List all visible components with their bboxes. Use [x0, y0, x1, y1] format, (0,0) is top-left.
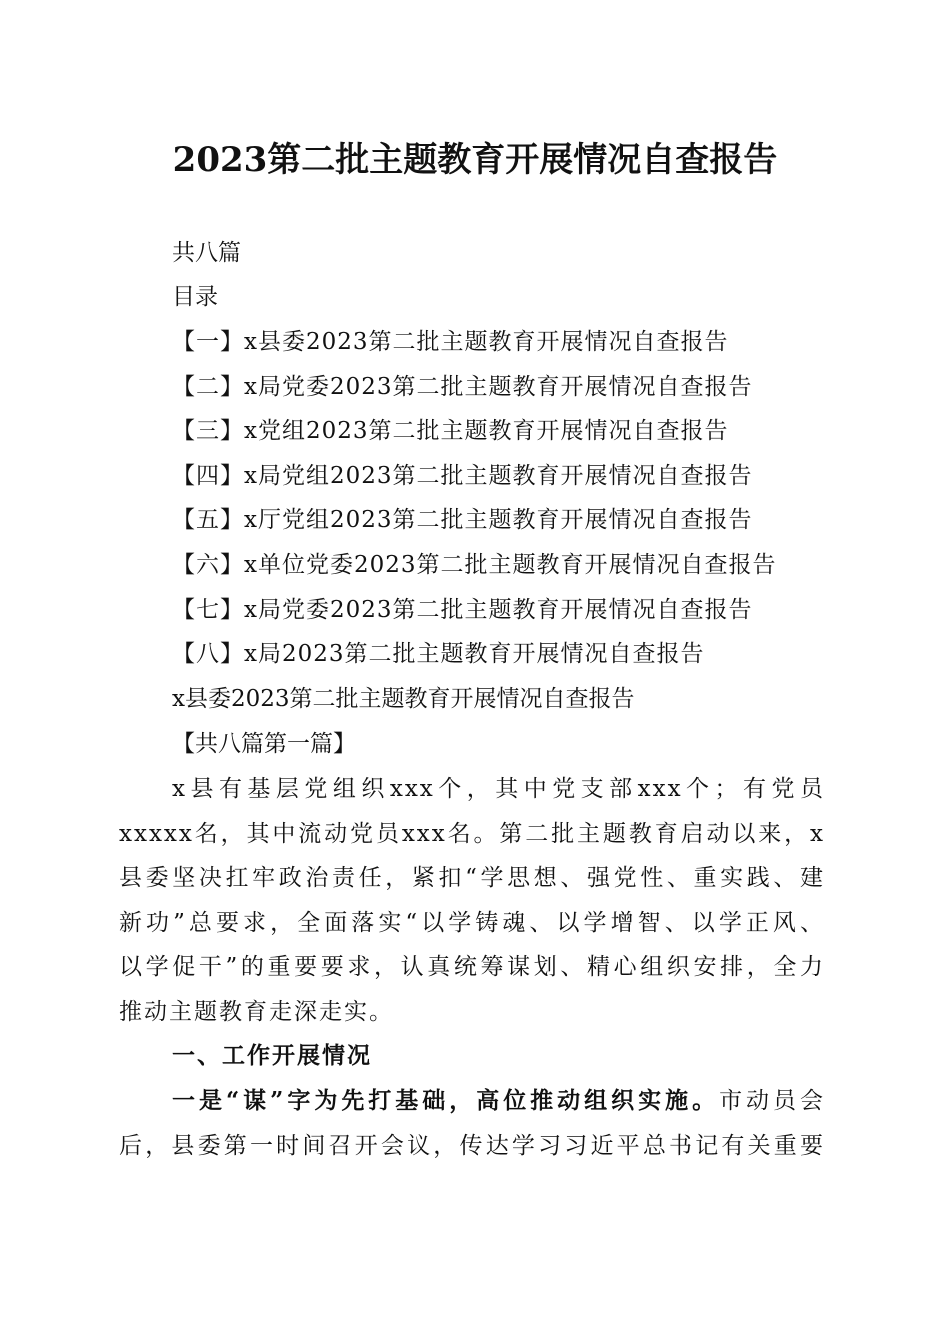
toc-item[interactable]: 【二】x局党委2023第二批主题教育开展情况自查报告: [172, 374, 753, 400]
section1-paragraph: [119, 1079, 825, 1168]
paragraph-lead: 一是“谋”字为先打基础，高位推动组织实施。: [172, 1087, 720, 1114]
toc-item[interactable]: 【四】x局党组2023第二批主题教育开展情况自查报告: [172, 463, 753, 489]
intro-paragraph: [119, 767, 825, 1035]
paragraph-line: [119, 1079, 825, 1124]
toc-item[interactable]: 【八】x局2023第二批主题教育开展情况自查报告: [172, 641, 705, 667]
article-title: x县委2023第二批主题教育开展情况自查报告: [172, 686, 635, 712]
toc-item[interactable]: 【一】x县委2023第二批主题教育开展情况自查报告: [172, 329, 729, 355]
paragraph-line: xxxxx名，其中流动党员xxx名。第二批主题教育启动以来，x: [119, 820, 825, 847]
paragraph-line: 新功”总要求，全面落实“以学铸魂、以学增智、以学正风、: [119, 909, 825, 936]
toc-item[interactable]: 【五】x厅党组2023第二批主题教育开展情况自查报告: [172, 507, 753, 533]
paragraph-line: 以学促干”的重要要求，认真统筹谋划、精心组织安排，全力: [119, 954, 825, 981]
document-title: 2023第二批主题教育开展情况自查报告: [172, 140, 778, 180]
paragraph-line: 后，县委第一时间召开会议，传达学习习近平总书记有关重要: [119, 1132, 825, 1159]
toc-item[interactable]: 【七】x局党委2023第二批主题教育开展情况自查报告: [172, 597, 753, 623]
toc-item[interactable]: 【三】x党组2023第二批主题教育开展情况自查报告: [172, 418, 729, 444]
paragraph-line: 推动主题教育走深走实。: [119, 998, 394, 1025]
section-heading: 一、工作开展情况: [172, 1043, 372, 1069]
article-tag: 【共八篇第一篇】: [172, 731, 356, 757]
paragraph-line: x县有基层党组织xxx个，其中党支部xxx个；有党员: [172, 776, 825, 802]
toc-item[interactable]: 【六】x单位党委2023第二批主题教育开展情况自查报告: [172, 552, 777, 578]
paragraph-line-rest: 市动员会: [719, 1088, 826, 1114]
paragraph-line: 县委坚决扛牢政治责任，紧扣“学思想、强党性、重实践、建: [119, 865, 825, 892]
toc-heading: 目录: [172, 284, 218, 310]
count-line: 共八篇: [172, 240, 241, 266]
